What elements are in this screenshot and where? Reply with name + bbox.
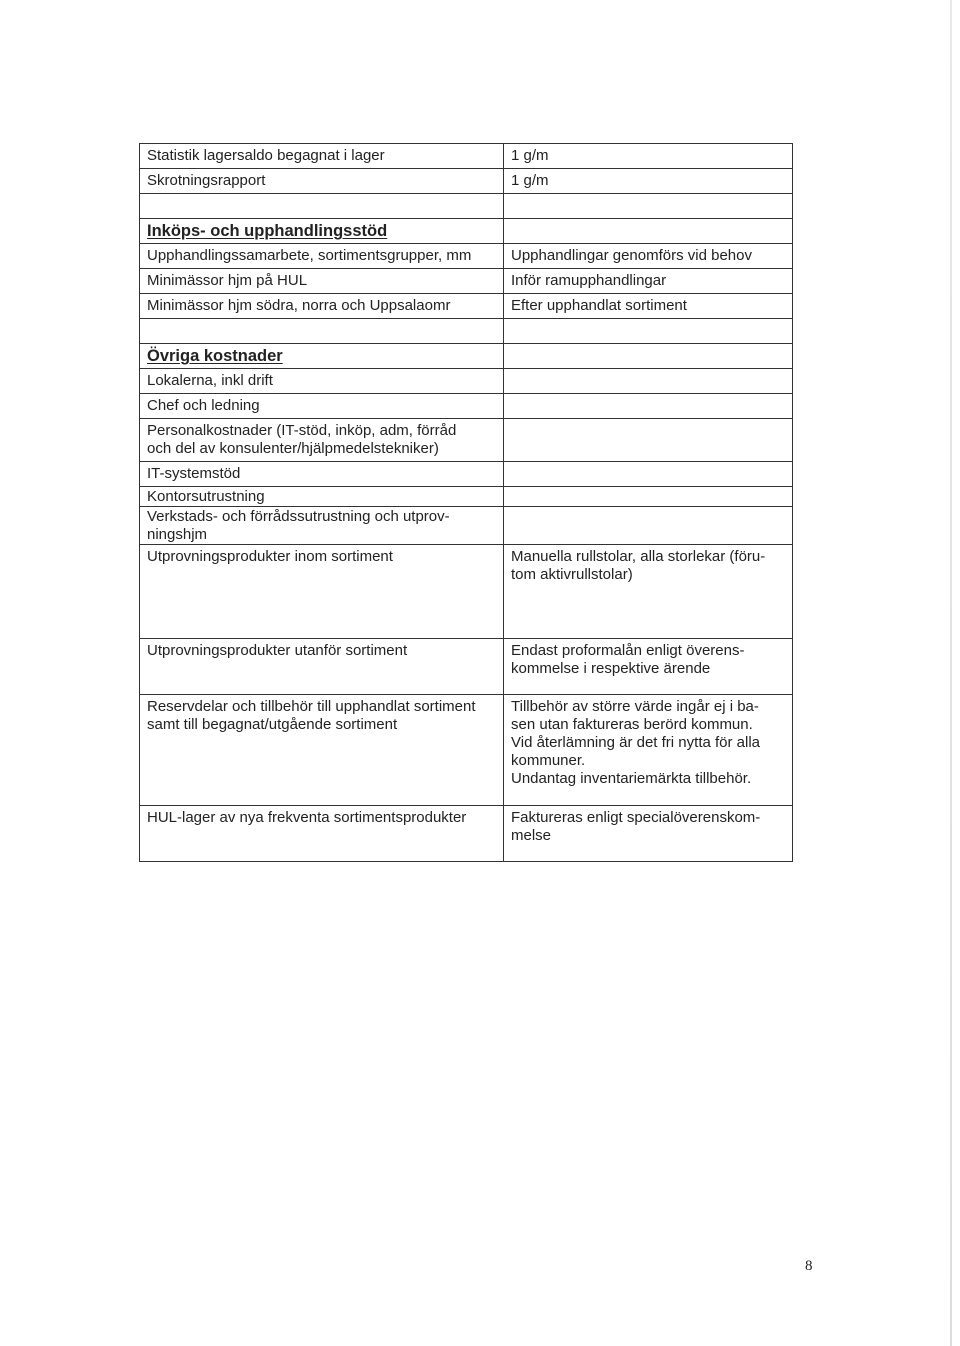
empty-cell — [504, 219, 793, 244]
row-label: Utprovningsprodukter utanför sortiment — [140, 639, 504, 695]
row-value-line: Undantag inventariemärkta tillbehör. — [511, 770, 752, 787]
section-heading-inkops: Inköps- och upphandlingsstöd — [147, 222, 388, 240]
row-value-line: Vid återlämning är det fri nytta för alla — [511, 734, 761, 751]
table-row — [140, 806, 793, 862]
empty-cell — [504, 462, 793, 487]
row-label: IT-systemstöd — [140, 462, 504, 487]
row-value — [504, 545, 793, 639]
row-label: Lokalerna, inkl drift — [140, 369, 504, 394]
row-label: Minimässor hjm på HUL — [140, 269, 504, 294]
table-row — [140, 507, 793, 545]
row-value-line: melse — [511, 827, 552, 844]
row-value — [504, 695, 793, 806]
row-value-line: sen utan faktureras berörd kommun. — [511, 716, 753, 733]
row-label-line: samt till begagnat/utgående sortiment — [147, 716, 398, 733]
row-value — [504, 806, 793, 862]
row-label: Upphandlingssamarbete, sortimentsgrupper, mm — [140, 244, 504, 269]
row-label: Kontorsutrustning — [140, 487, 504, 507]
table-row — [140, 269, 793, 294]
row-value: Upphandlingar genomförs vid behov — [504, 244, 793, 269]
table-row — [140, 639, 793, 695]
section-heading-row — [140, 344, 793, 369]
row-label-line: Reservdelar och tillbehör till upphandlat sortiment — [147, 698, 476, 715]
row-label-line: och del av konsulenter/hjälpmedelstekniker) — [147, 440, 439, 457]
table-row — [140, 144, 793, 169]
table-row — [140, 487, 793, 507]
table-row — [140, 294, 793, 319]
row-label-line: ningshjm — [147, 526, 208, 543]
empty-cell — [504, 419, 793, 462]
table-row — [140, 244, 793, 269]
table-row-empty — [140, 319, 793, 344]
row-label: Minimässor hjm södra, norra och Uppsalaomr — [140, 294, 504, 319]
row-label — [140, 419, 504, 462]
section-heading-row — [140, 219, 793, 244]
empty-cell — [504, 507, 793, 545]
table-row — [140, 545, 793, 639]
row-label-line: Personalkostnader (IT-stöd, inköp, adm, förråd — [147, 422, 457, 439]
table-row — [140, 695, 793, 806]
empty-cell — [504, 344, 793, 369]
cost-table — [139, 143, 793, 862]
empty-cell — [140, 319, 504, 344]
row-value-line: Faktureras enligt specialöverenskom- — [511, 809, 761, 826]
row-value-line: tom aktivrullstolar) — [511, 566, 633, 583]
table-row — [140, 419, 793, 462]
table-row — [140, 369, 793, 394]
row-label: Statistik lagersaldo begagnat i lager — [140, 144, 504, 169]
row-label — [140, 507, 504, 545]
empty-cell — [504, 369, 793, 394]
row-value-line: Tillbehör av större värde ingår ej i ba- — [511, 698, 759, 715]
row-value-line: Manuella rullstolar, alla storlekar (föru- — [511, 548, 766, 565]
page-number: 8 — [805, 1258, 813, 1274]
row-label: Utprovningsprodukter inom sortiment — [140, 545, 504, 639]
scan-edge — [950, 0, 952, 1346]
row-value: 1 g/m — [504, 144, 793, 169]
row-value — [504, 639, 793, 695]
row-label: Skrotningsrapport — [140, 169, 504, 194]
row-value-line: Endast proformalån enligt överens- — [511, 642, 745, 659]
row-value: Inför ramupphandlingar — [504, 269, 793, 294]
row-value: Efter upphandlat sortiment — [504, 294, 793, 319]
row-label: HUL-lager av nya frekventa sortimentsprodukter — [140, 806, 504, 862]
row-value-line: kommelse i respektive ärende — [511, 660, 711, 677]
table-row — [140, 394, 793, 419]
empty-cell — [504, 394, 793, 419]
row-label — [140, 695, 504, 806]
row-value-line: kommuner. — [511, 752, 586, 769]
empty-cell — [504, 319, 793, 344]
row-value: 1 g/m — [504, 169, 793, 194]
empty-cell — [504, 487, 793, 507]
table-row — [140, 462, 793, 487]
row-label-line: Verkstads- och förrådssutrustning och utprov- — [147, 508, 450, 525]
table-row — [140, 169, 793, 194]
table-row-empty — [140, 194, 793, 219]
empty-cell — [504, 194, 793, 219]
empty-cell — [140, 194, 504, 219]
row-label: Chef och ledning — [140, 394, 504, 419]
section-heading-ovriga: Övriga kostnader — [147, 347, 283, 365]
